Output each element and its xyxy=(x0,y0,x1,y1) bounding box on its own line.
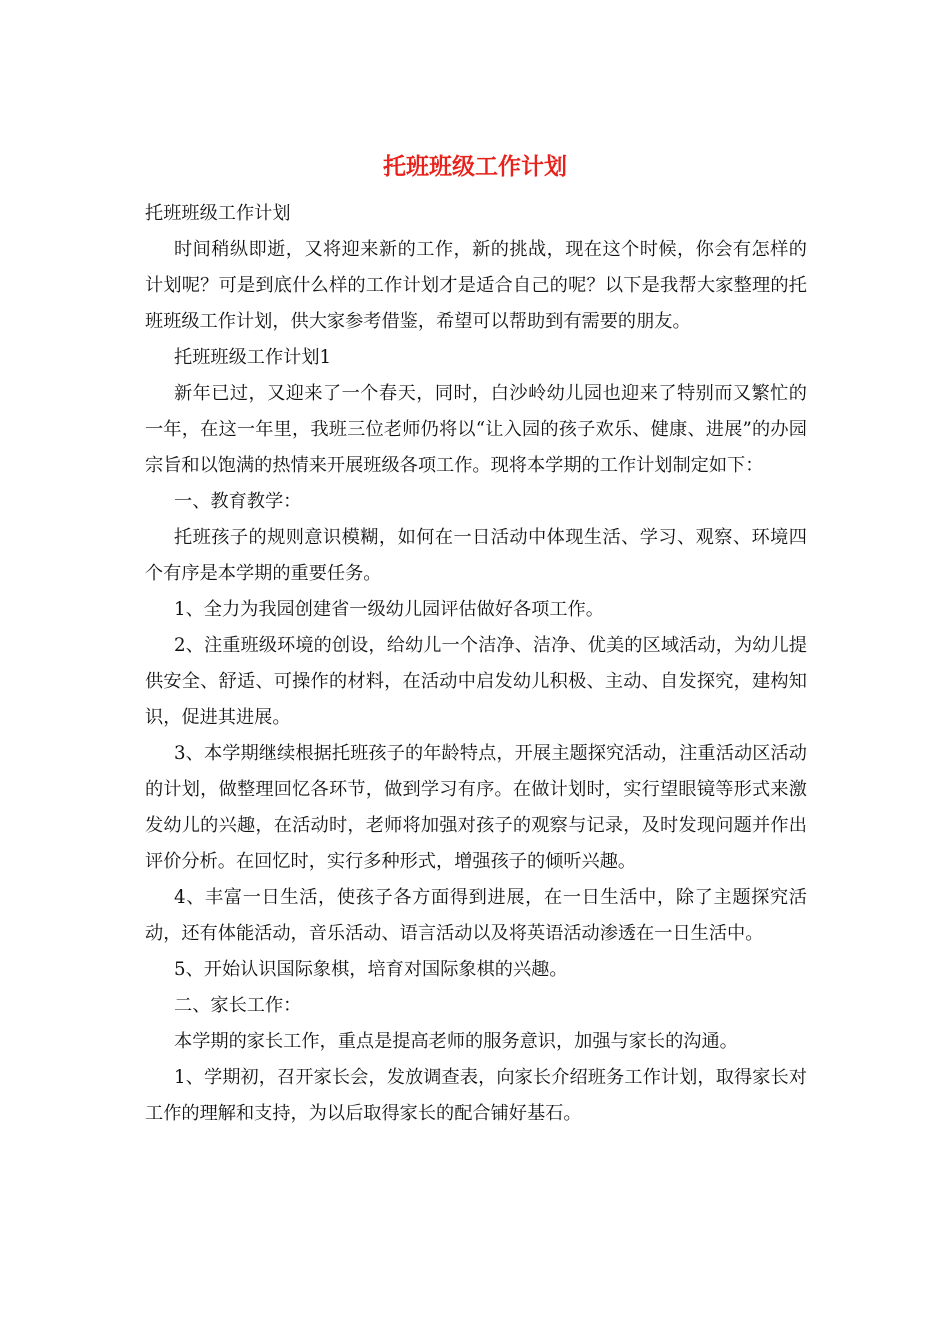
paragraph-heading-education: 一、教育教学： xyxy=(174,491,302,512)
paragraph-overview: 新年已过，又迎来了一个春天，同时，白沙岭幼儿园也迎来了特别而又繁忙的一年，在这一年里，我班三位老师仍将以“让入园的孩子欢乐、健康、进展”的办园宗旨和以饱满的热情来开展班级各项工作。现将本学期的工作计划制定如下： xyxy=(145,383,807,476)
document-body xyxy=(145,196,807,1132)
paragraph-item-2: 2、注重班级环境的创设，给幼儿一个洁净、洁净、优美的区域活动，为幼儿提供安全、舒适、可操作的材料，在活动中启发幼儿积极、主动、自发探究，建构知识，促进其进展。 xyxy=(145,635,807,728)
document-title: 托班班级工作计划 xyxy=(383,153,567,180)
paragraph-item-1: 1、全力为我园创建省一级幼儿园评估做好各项工作。 xyxy=(174,599,604,620)
paragraph-subtitle: 托班班级工作计划 xyxy=(145,203,291,224)
paragraph-item-4: 4、丰富一日生活，使孩子各方面得到进展，在一日生活中，除了主题探究活动，还有体能活动，音乐活动、语言活动以及将英语活动渗透在一日生活中。 xyxy=(145,887,807,944)
paragraph-parents-item-1: 1、学期初，召开家长会，发放调查表，向家长介绍班务工作计划，取得家长对工作的理解和支持，为以后取得家长的配合铺好基石。 xyxy=(145,1067,807,1124)
paragraph-intro: 时间稍纵即逝，又将迎来新的工作，新的挑战，现在这个时候，你会有怎样的计划呢？可是到底什么样的工作计划才是适合自己的呢？以下是我帮大家整理的托班班级工作计划，供大家参考借鉴，希望可以帮助到有需要的朋友。 xyxy=(145,239,807,332)
paragraph-education-intro: 托班孩子的规则意识模糊，如何在一日活动中体现生活、学习、观察、环境四个有序是本学期的重要任务。 xyxy=(145,527,807,584)
paragraph-section-heading: 托班班级工作计划1 xyxy=(174,347,332,368)
paragraph-parents-intro: 本学期的家长工作，重点是提高老师的服务意识，加强与家长的沟通。 xyxy=(174,1031,738,1052)
paragraph-item-5: 5、开始认识国际象棋，培育对国际象棋的兴趣。 xyxy=(174,959,568,980)
paragraph-item-3: 3、本学期继续根据托班孩子的年龄特点，开展主题探究活动，注重活动区活动的计划，做整理回忆各环节，做到学习有序。在做计划时，实行望眼镜等形式来激发幼儿的兴趣，在活动时，老师将加强对孩子的观察与记录，及时发现问题并作出评价分析。在回忆时，实行多种形式，增强孩子的倾听兴趣。 xyxy=(145,743,807,872)
paragraph-heading-parents: 二、家长工作： xyxy=(174,995,302,1016)
